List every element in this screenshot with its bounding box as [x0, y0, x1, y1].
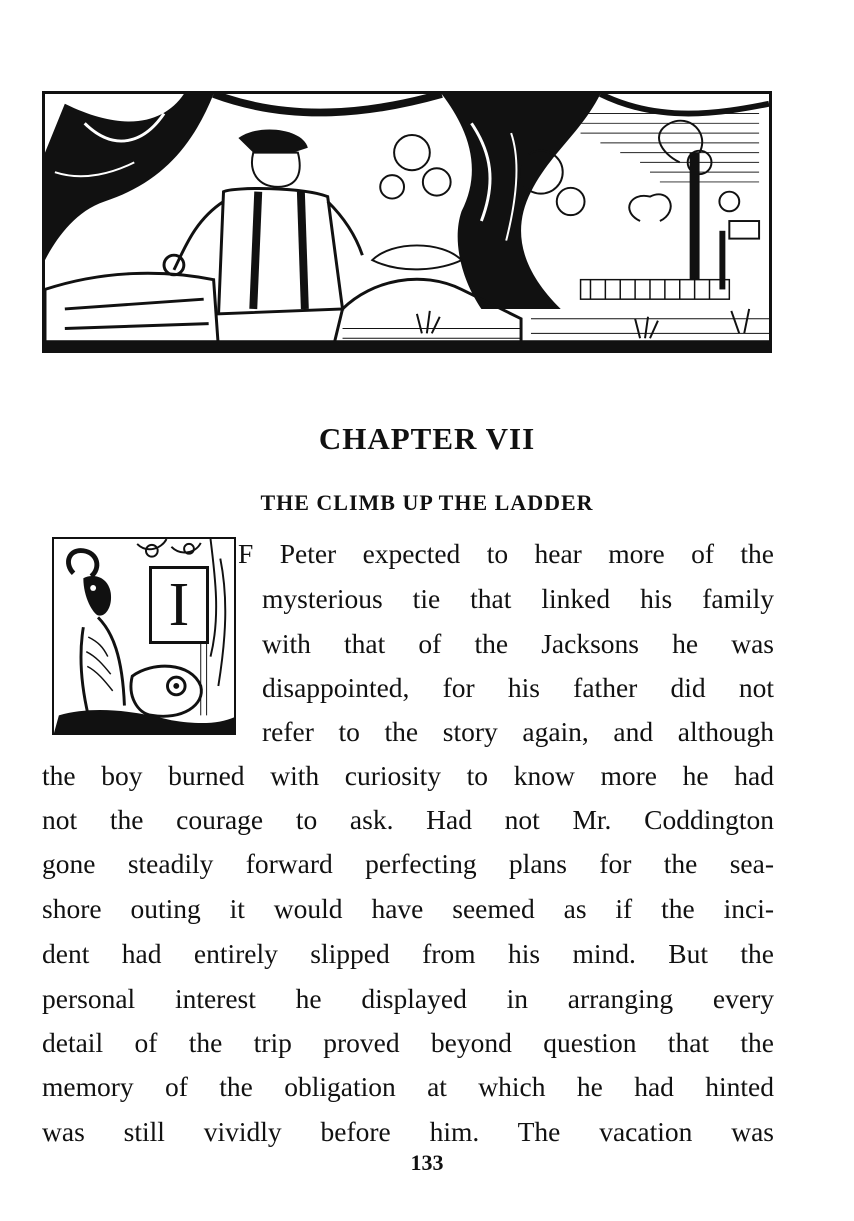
- decorative-initial: [52, 537, 236, 735]
- page-number: 133: [410, 1150, 444, 1175]
- body-line: shore outing it would have seemed as if the inci-: [42, 893, 774, 924]
- body-line: the boy burned with curiosity to know more he had: [42, 760, 774, 791]
- chapter-headpiece-illustration: [42, 91, 772, 353]
- chapter-title: CHAPTER VII: [318, 420, 536, 456]
- body-line: detail of the trip proved beyond question that the: [42, 1027, 774, 1058]
- body-line: with that of the Jacksons he was: [262, 628, 774, 659]
- chapter-subtitle: THE CLIMB UP THE LADDER: [260, 490, 594, 516]
- dropcap-letter: I: [149, 566, 209, 644]
- body-line: personal interest he displayed in arranging every: [42, 983, 774, 1014]
- body-line: was still vividly before him. The vacation was: [42, 1116, 774, 1147]
- body-line: disappointed, for his father did not: [262, 672, 774, 703]
- body-line: dent had entirely slipped from his mind. But the: [42, 938, 774, 969]
- body-line: not the courage to ask. Had not Mr. Coddington: [42, 804, 774, 835]
- body-line: F Peter expected to hear more of the: [238, 538, 774, 569]
- body-line: mysterious tie that linked his family: [262, 583, 774, 614]
- body-line: memory of the obligation at which he had hinted: [42, 1071, 774, 1102]
- engraving-boy-overlooking-factory: [45, 94, 769, 350]
- body-line: refer to the story again, and although: [262, 716, 774, 747]
- body-line: gone steadily forward perfecting plans for the sea-: [42, 848, 774, 879]
